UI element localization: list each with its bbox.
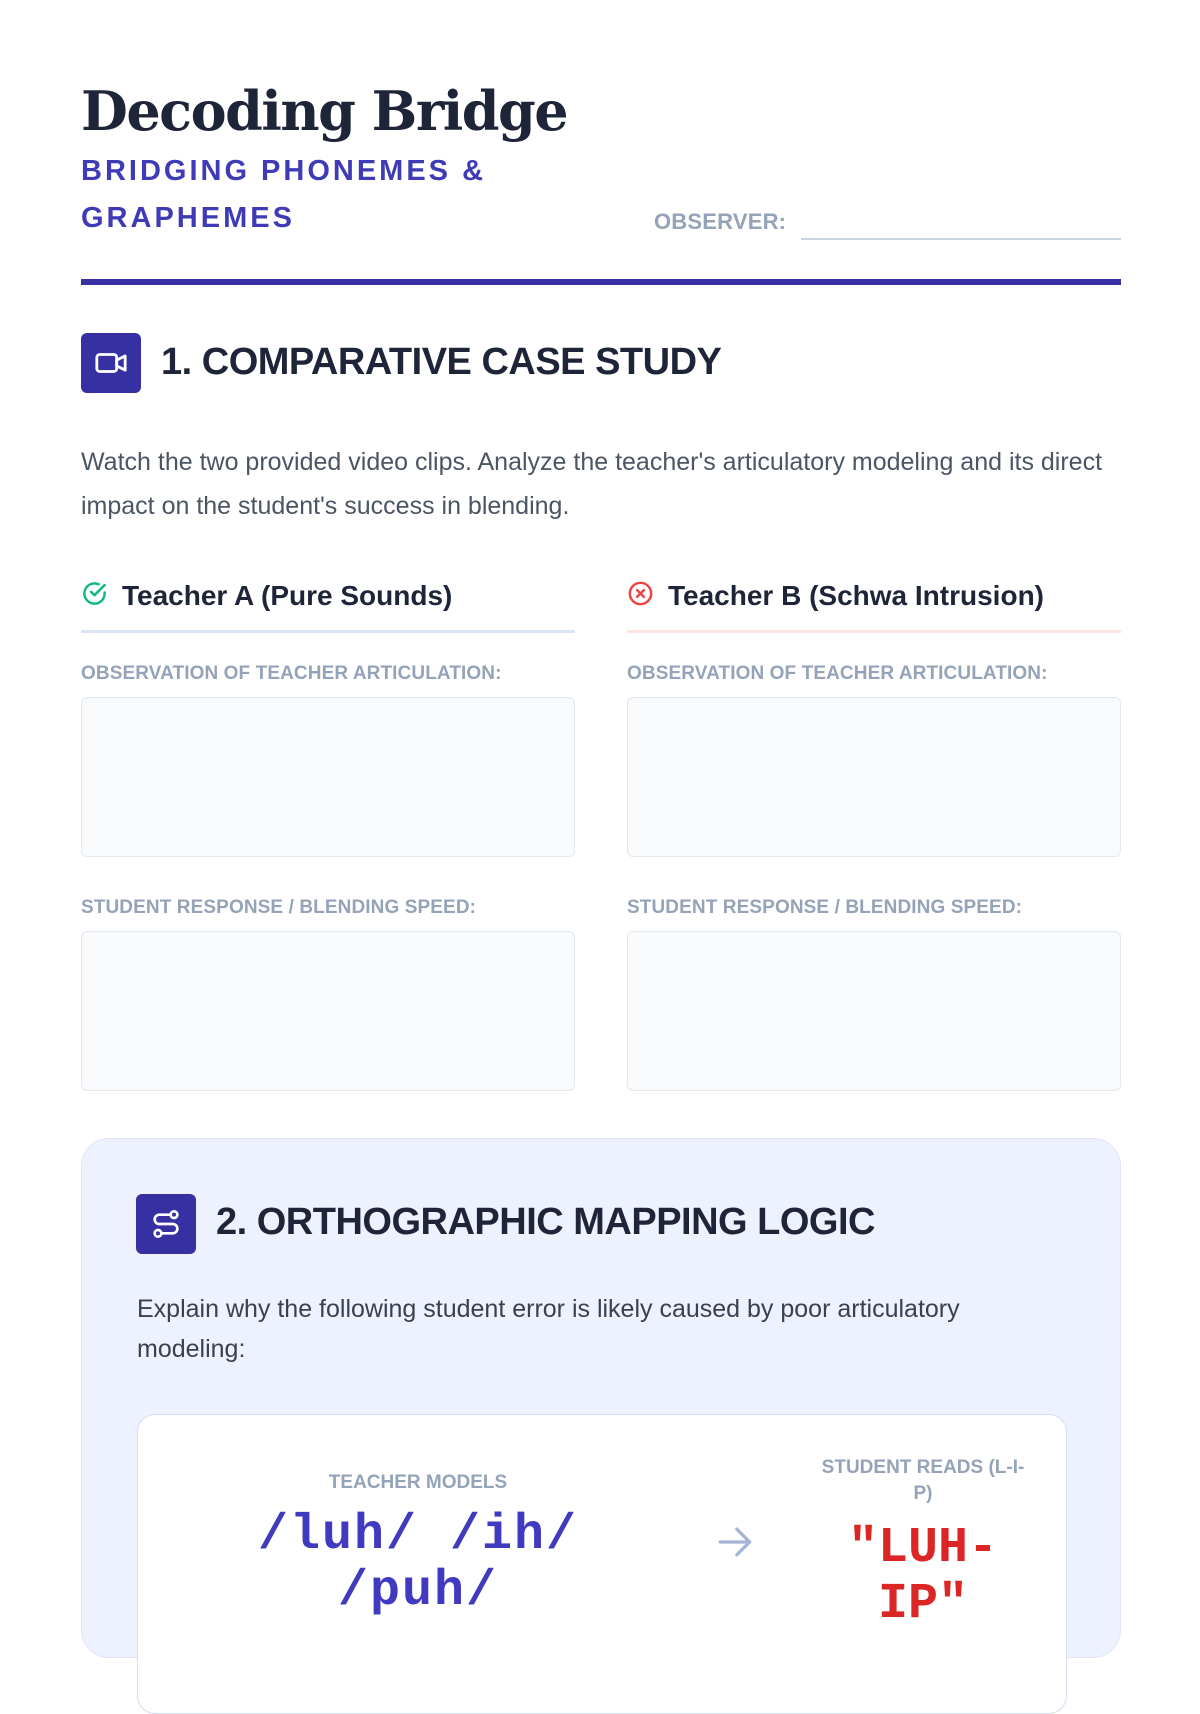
teacher-a-column	[81, 570, 575, 1091]
check-circle-icon	[81, 580, 108, 612]
teacher-model-block	[218, 1470, 618, 1620]
teacher-b-student-response-field[interactable]	[627, 931, 1121, 1091]
page-subtitle: BRIDGING PHONEMES & GRAPHEMES	[81, 155, 487, 234]
arrow-right-icon	[713, 1520, 757, 1564]
video-camera-icon	[81, 333, 141, 393]
teacher-b-observation-label: OBSERVATION OF TEACHER ARTICULATION:	[627, 663, 1048, 684]
teacher-a-observation-label: OBSERVATION OF TEACHER ARTICULATION:	[81, 663, 502, 684]
teacher-b-column	[627, 570, 1121, 1091]
teacher-a-observation-field[interactable]	[81, 697, 575, 857]
observer-input-line[interactable]	[801, 238, 1121, 240]
teacher-b-title: Teacher B (Schwa Intrusion)	[668, 580, 1044, 611]
x-circle-icon	[627, 580, 654, 612]
section2-prompt: Explain why the following student error is likely caused by poor articulatory modeling:	[137, 1295, 960, 1363]
student-reads-label: STUDENT READS (L-I-P)	[821, 1457, 1025, 1504]
teacher-model-sounds: /luh/ /ih/ /puh/	[257, 1507, 579, 1620]
teacher-b-heading	[627, 570, 1121, 630]
student-reads-block	[818, 1455, 1028, 1633]
page-title: Decoding Bridge	[81, 79, 568, 143]
section2-panel	[81, 1138, 1121, 1658]
teacher-b-observation-field[interactable]	[627, 697, 1121, 857]
error-example-card	[137, 1414, 1067, 1714]
header-divider	[81, 279, 1121, 285]
teacher-a-divider	[81, 630, 575, 633]
teacher-models-label: TEACHER MODELS	[328, 1472, 508, 1493]
teacher-a-heading	[81, 570, 575, 630]
section2-title: 2. ORTHOGRAPHIC MAPPING LOGIC	[216, 1201, 875, 1243]
section1-title: 1. COMPARATIVE CASE STUDY	[161, 341, 722, 383]
teacher-a-student-response-label: STUDENT RESPONSE / BLENDING SPEED:	[81, 897, 477, 918]
teacher-b-student-response-label: STUDENT RESPONSE / BLENDING SPEED:	[627, 897, 1023, 918]
teacher-b-divider	[627, 630, 1121, 633]
student-reading: "LUH-IP"	[847, 1520, 999, 1633]
route-icon	[136, 1194, 196, 1254]
teacher-a-title: Teacher A (Pure Sounds)	[122, 580, 453, 611]
observer-label: OBSERVER:	[654, 209, 787, 234]
teacher-a-student-response-field[interactable]	[81, 931, 575, 1091]
section1-intro: Watch the two provided video clips. Analyze the teacher's articulatory modeling and its direct impact on the student's success in blending.	[81, 448, 1103, 520]
